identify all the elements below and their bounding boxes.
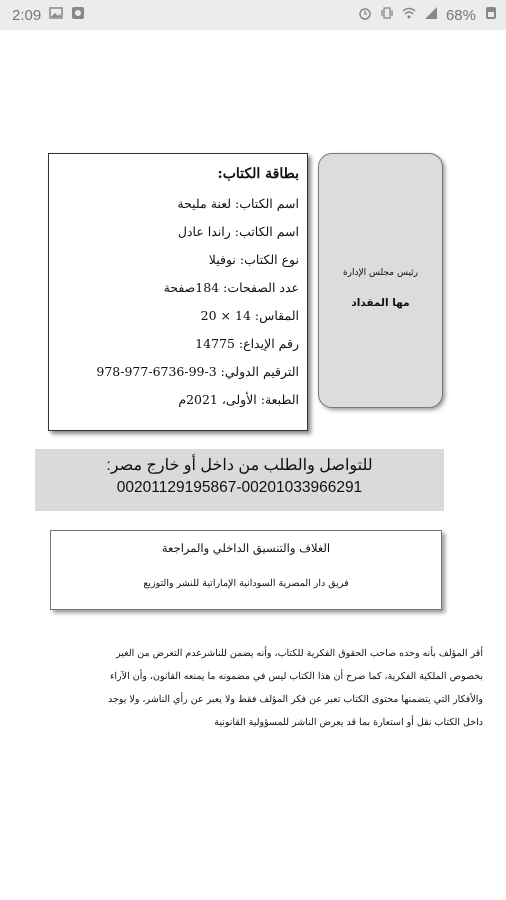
contact-phone-numbers: 00201129195867-00201033966291	[116, 479, 363, 496]
chairman-box	[318, 153, 443, 408]
credits-title: الغلاف والتنسيق الداخلي والمراجعة	[161, 541, 331, 555]
image-icon	[49, 6, 63, 24]
wifi-icon	[402, 6, 416, 24]
battery-percent: 68%	[445, 6, 476, 24]
size-line: المقاس: 14 × 20	[200, 308, 299, 323]
contact-banner	[35, 449, 444, 511]
copyright-disclaimer	[25, 642, 483, 734]
disclaimer-line: بخصوص الملكية الفكرية، كما صرح أن هذا الكتاب ليس في مضمونه ما يمنعه القانون، وأن الآراء	[109, 671, 483, 682]
clock: 2:09	[12, 6, 42, 24]
page-count-line: عدد الصفحات: 184صفحة	[163, 280, 299, 295]
deposit-number-line: رقم الإيداع: 14775	[195, 336, 299, 351]
chairman-role: رئيس مجلس الإدارة	[342, 268, 419, 278]
credits-box	[50, 530, 442, 610]
book-title-line: اسم الكتاب: لعنة مليحة	[177, 196, 299, 211]
signal-icon	[424, 6, 438, 24]
contact-title: للتواصل والطلب من داخل أو خارج مصر:	[106, 457, 373, 474]
disclaimer-line: والأفكار التي يتضمنها محتوى الكتاب تعبر عن فكر المؤلف فقط ولا يعبر عن رأي الناشر، ولا يوجد	[107, 694, 483, 705]
battery-icon	[484, 6, 498, 24]
disclaimer-line: أقر المؤلف بأنه وحده صاحب الحقوق الفكرية للكتاب، وأنه يضمن للناشرعدم التعرض من الغير	[116, 648, 483, 659]
isbn-line: الترقيم الدولي: 3-99-6736-977-978	[96, 364, 299, 379]
alarm-icon	[358, 6, 372, 24]
credits-team: فريق دار المصرية السودانية الإماراتية للنشر والتوزيع	[143, 578, 349, 589]
status-bar	[0, 0, 506, 30]
vibrate-icon	[380, 6, 394, 24]
disclaimer-line: داخل الكتاب نقل أو استعارة بما قد يعرض الناشر للمسؤولية القانونية	[214, 717, 483, 728]
book-page[interactable]	[0, 30, 506, 900]
notification-app-icon	[71, 6, 85, 24]
book-info-card	[48, 153, 308, 431]
chairman-name: مها المقداد	[351, 297, 410, 309]
author-line: اسم الكاتب: راندا عادل	[177, 224, 299, 239]
book-type-line: نوع الكتاب: نوفيلا	[208, 252, 299, 267]
status-bar-left	[12, 6, 85, 24]
card-title: بطاقة الكتاب:	[217, 166, 299, 182]
edition-line: الطبعة: الأولى، 2021م	[178, 392, 299, 407]
status-bar-right	[358, 6, 498, 24]
